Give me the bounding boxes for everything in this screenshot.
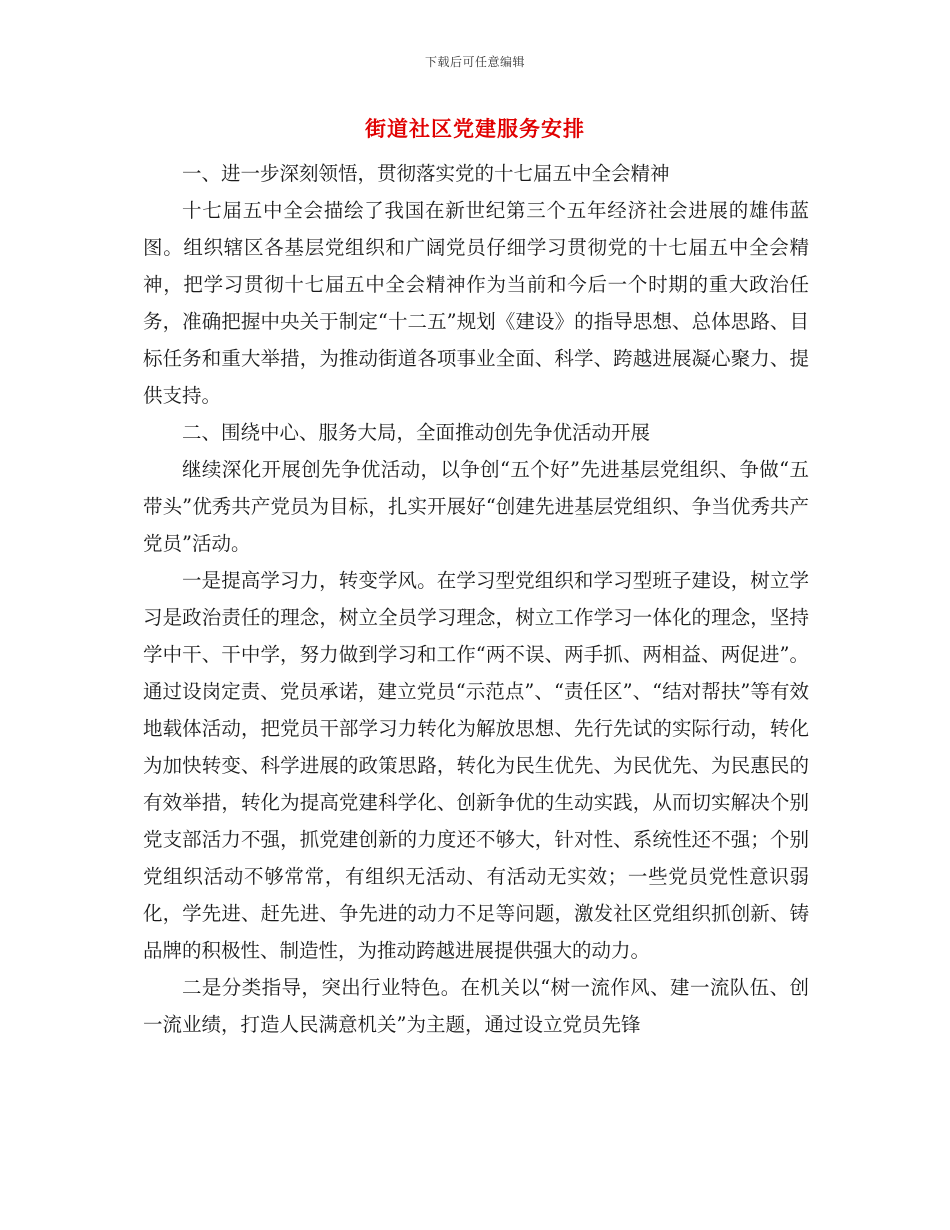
section-heading-1: 一、进一步深刻领悟，贯彻落实党的十七届五中全会精神 [182,162,670,185]
section-heading-2: 二、围绕中心、服务大局，全面推动创先争优活动开展 [182,421,651,444]
paragraph: 二是分类指导，突出行业特色。在机关以“树一流作风、建一流队伍、创一流业绩，打造人民满意机关”为主题，通过设立党员先锋 [143,976,809,1036]
document-body [143,155,809,1043]
paragraph: 一是提高学习力，转变学风。在学习型党组织和学习型班子建设，树立学习是政治责任的理念，树立全员学习理念，树立工作学习一体化的理念，坚持学中干、干中学，努力做到学习和工作“两不误、两手抓、两相益、两促进”。通过设岗定责、党员承诺，建立党员“示范点”、“责任区”、“结对帮扶”等有效地载体活动，把党员干部学习力转化为解放思想、先行先试的实际行动，转化为加快转变、科学进展的政策思路，转化为民生优先、为民优先、为民惠民的有效举措，转化为提高党建科学化、创新争优的生动实践，从而切实解决个别党支部活力不强，抓党建创新的力度还不够大，针对性、系统性还不强；个别党组织活动不够常常，有组织无活动、有活动无实效；一些党员党性意识弱化，学先进、赶先进、争先进的动力不足等问题，激发社区党组织抓创新、铸品牌的积极性、制造性，为推动跨越进展提供强大的动力。 [143,569,809,962]
paragraph: 十七届五中全会描绘了我国在新世纪第三个五年经济社会进展的雄伟蓝图。组织辖区各基层党组织和广阔党员仔细学习贯彻党的十七届五中全会精神，把学习贯彻十七届五中全会精神作为当前和今后一个时期的重大政治任务，准确把握中央关于制定“十二五”规划《建设》的指导思想、总体思路、目标任务和重大举措，为推动街道各项事业全面、科学、跨越进展凝心聚力、提供支持。 [143,199,809,407]
paragraph: 继续深化开展创先争优活动，以争创“五个好”先进基层党组织、争做“五带头”优秀共产党员为目标，扎实开展好“创建先进基层党组织、争当优秀共产党员”活动。 [143,458,809,555]
document-title: 街道社区党建服务安排 [365,116,585,141]
header-note: 下载后可任意编辑 [424,55,525,69]
